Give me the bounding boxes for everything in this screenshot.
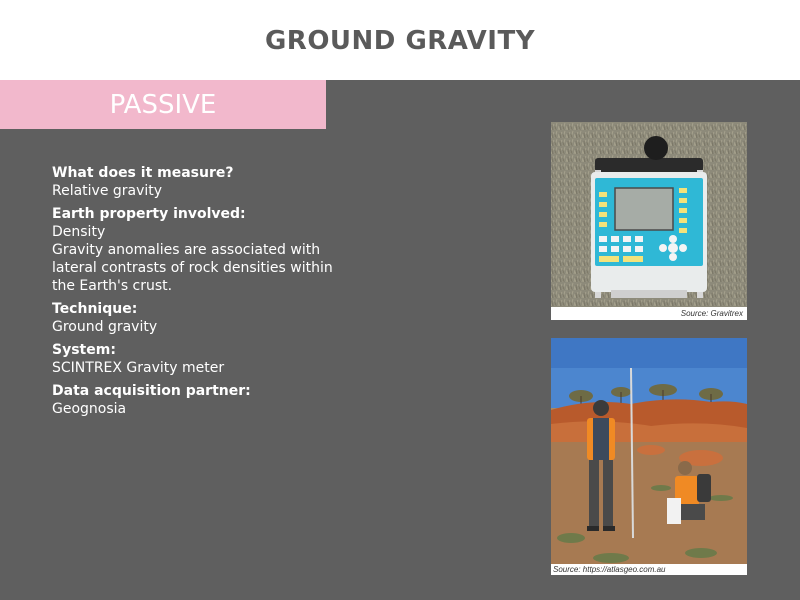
gravity-meter-illustration [551,122,747,320]
measure-label: What does it measure? [52,165,234,181]
passive-tag: PASSIVE [0,80,326,129]
property-value: Density [52,224,106,240]
technique-value: Ground gravity [52,319,158,335]
technique-label: Technique: [52,301,138,317]
property-label: Earth property involved: [52,206,246,222]
gravity-meter-caption: Source: Gravitrex [680,309,743,318]
field-survey-caption: Source: https://atlasgeo.com.au [553,565,666,574]
measure-value: Relative gravity [52,183,163,199]
partner-label: Data acquisition partner: [52,383,251,399]
partner-value: Geognosia [52,401,127,417]
page-title: GROUND GRAVITY [264,26,536,56]
field-survey-photo [551,338,747,575]
header-bar [0,0,800,80]
property-description: Gravity anomalies are associated with lateral contrasts of rock densities within the Earth's crust. [52,242,333,294]
field-survey-illustration [551,338,747,575]
system-label: System: [52,342,116,358]
system-value: SCINTREX Gravity meter [52,360,225,376]
gravity-meter-photo [551,122,747,320]
info-panel [52,164,352,418]
